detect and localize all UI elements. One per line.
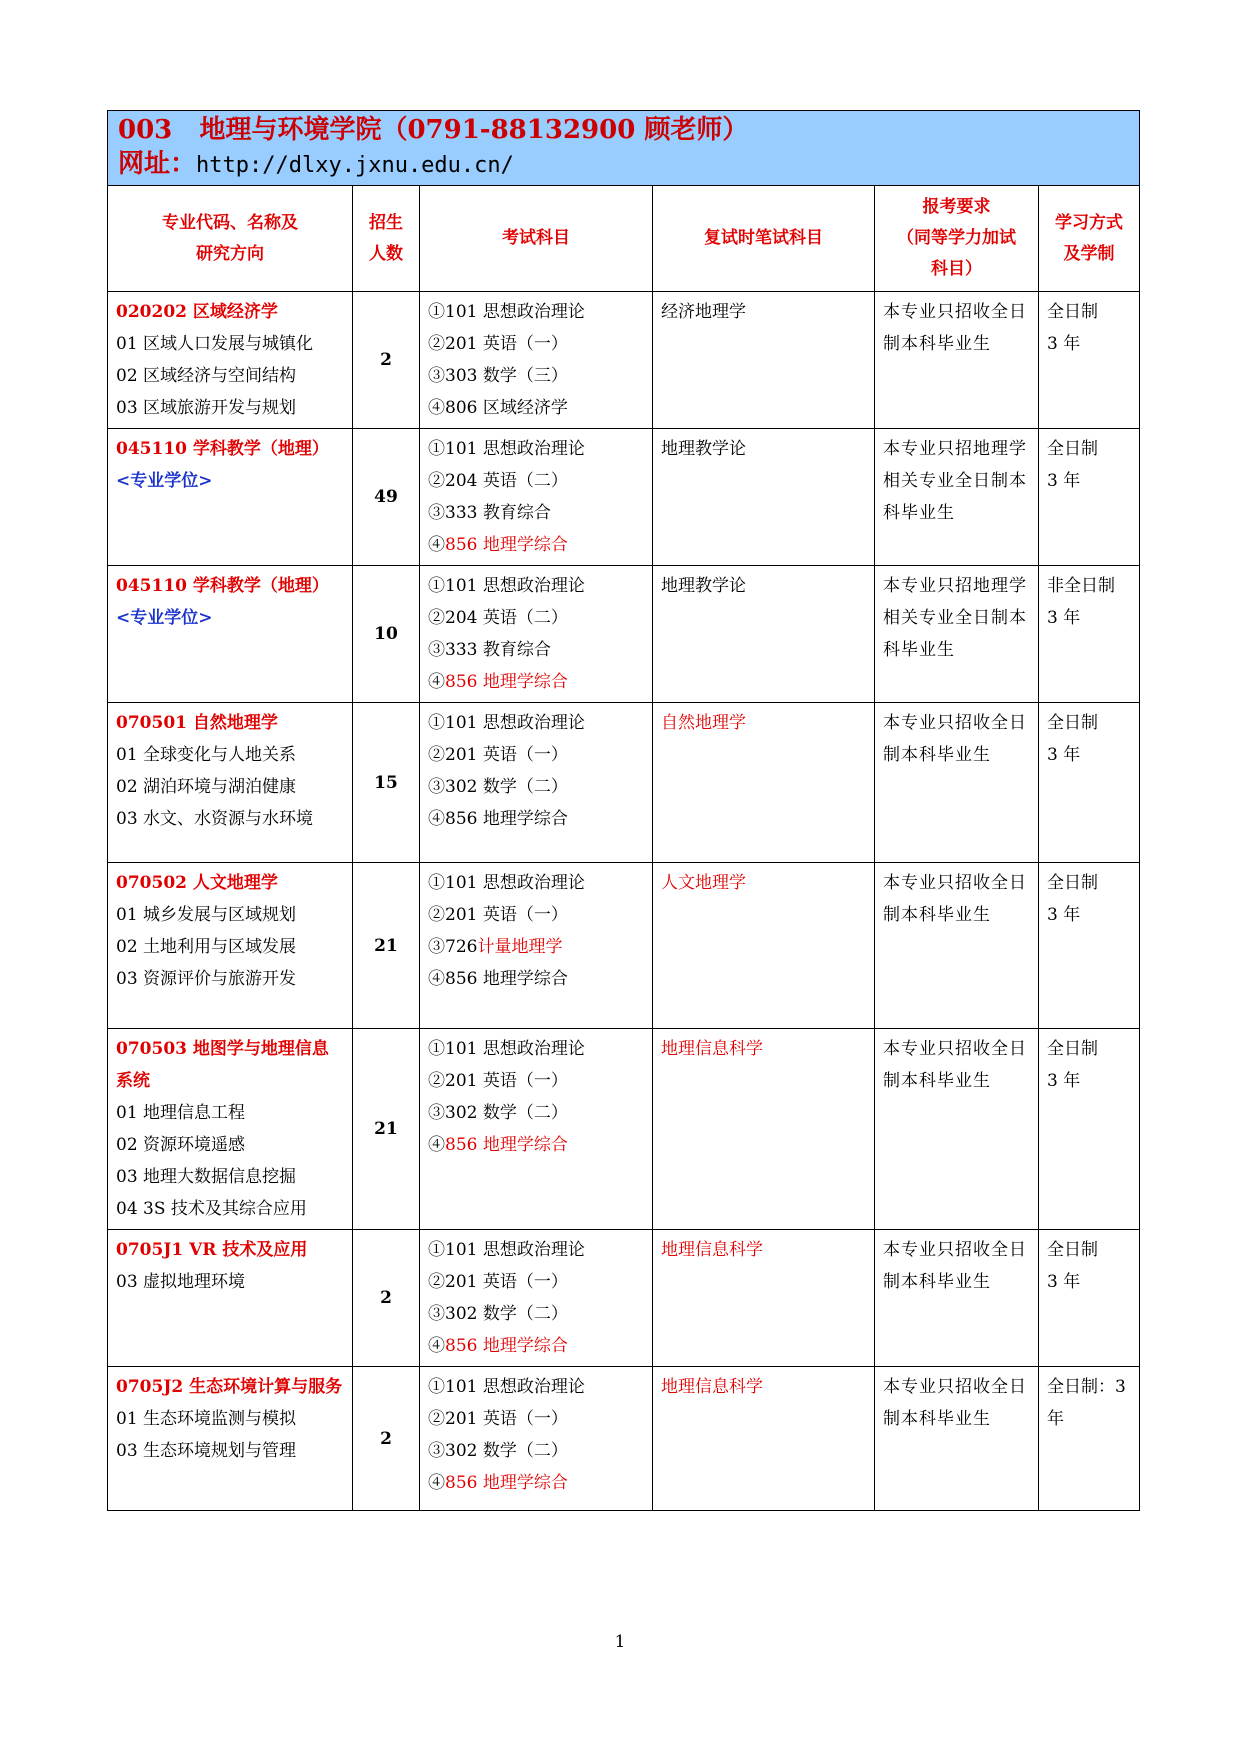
retest-cell: 地理信息科学 <box>653 1367 875 1511</box>
quota-cell: 2 <box>353 1230 420 1367</box>
program-title: 045110 学科教学（地理） <box>116 439 329 459</box>
program-cell <box>108 863 353 1029</box>
mode-cell <box>1039 292 1140 429</box>
retest-cell: 地理教学论 <box>653 429 875 566</box>
table-row <box>108 1230 1140 1367</box>
research-direction: 03 水文、水资源与水环境 <box>116 809 314 829</box>
study-duration: 3 年 <box>1047 1071 1081 1091</box>
program-cell <box>108 429 353 566</box>
exam-subject: ②201 英语（一） <box>428 1272 568 1292</box>
exam-subject: ④856 地理学综合 <box>428 809 568 829</box>
exam-subject: ②201 英语（一） <box>428 745 568 765</box>
table-row <box>108 863 1140 1029</box>
col-header-requirement-line3: 科目） <box>931 259 982 279</box>
research-direction: 01 城乡发展与区域规划 <box>116 905 297 925</box>
exam-cell <box>420 703 653 863</box>
exam-subject: ②204 英语（二） <box>428 608 568 628</box>
col-header-quota-line2: 人数 <box>369 243 403 264</box>
exam-subject: ②201 英语（一） <box>428 334 568 354</box>
program-cell <box>108 703 353 863</box>
mode-cell <box>1039 566 1140 703</box>
study-mode: 全日制 <box>1047 302 1098 322</box>
exam-subject: ③302 数学（二） <box>428 1103 568 1123</box>
exam-cell <box>420 863 653 1029</box>
quota-cell: 49 <box>353 429 420 566</box>
col-header-mode-line1: 学习方式 <box>1055 212 1123 233</box>
exam-subject: ③333 教育综合 <box>428 503 551 523</box>
mode-cell <box>1039 1367 1140 1511</box>
exam-subject: ③302 数学（二） <box>428 777 568 797</box>
col-header-program <box>108 186 353 292</box>
exam-subject: ①101 思想政治理论 <box>428 1039 585 1059</box>
research-direction: 03 资源评价与旅游开发 <box>116 969 297 989</box>
study-duration: 3 年 <box>1047 745 1081 765</box>
requirement-cell: 本专业只招收全日制本科毕业生 <box>875 703 1039 863</box>
exam-subject-number: ③726 <box>428 937 478 957</box>
research-direction: 03 生态环境规划与管理 <box>116 1441 297 1461</box>
department-header-row <box>108 111 1140 186</box>
mode-cell <box>1039 1029 1140 1230</box>
exam-subject: ③302 数学（二） <box>428 1304 568 1324</box>
study-mode: 非全日制 <box>1047 576 1115 596</box>
exam-subject: ①101 思想政治理论 <box>428 713 585 733</box>
exam-subject: ①101 思想政治理论 <box>428 1240 585 1260</box>
col-header-program-line1: 专业代码、名称及 <box>162 212 298 233</box>
mode-cell <box>1039 1230 1140 1367</box>
exam-subject <box>428 1330 644 1362</box>
research-direction: 01 全球变化与人地关系 <box>116 745 297 765</box>
exam-subject: ④806 区域经济学 <box>428 398 568 418</box>
research-direction: 03 虚拟地理环境 <box>116 1272 246 1292</box>
exam-subject: ③303 数学（三） <box>428 366 568 386</box>
col-header-exam: 考试科目 <box>420 186 653 292</box>
col-header-mode <box>1039 186 1140 292</box>
col-header-requirement <box>875 186 1039 292</box>
retest-cell: 地理教学论 <box>653 566 875 703</box>
exam-subject: ③333 教育综合 <box>428 640 551 660</box>
program-title: 020202 区域经济学 <box>116 302 278 322</box>
study-duration: 3 年 <box>1047 608 1081 628</box>
exam-subject-highlight: 计量地理学 <box>477 937 563 957</box>
exam-subject <box>428 1129 644 1161</box>
exam-subject <box>428 931 644 963</box>
table-row <box>108 429 1140 566</box>
department-name: 地理与环境学院（0791-88132900 顾老师） <box>199 115 749 145</box>
col-header-quota-line1: 招生 <box>369 212 403 233</box>
exam-subject: ②201 英语（一） <box>428 905 568 925</box>
admissions-table <box>107 110 1140 1511</box>
exam-subject-number: ④ <box>428 535 445 555</box>
exam-subject-number: ④ <box>428 672 445 692</box>
degree-type-badge: <专业学位> <box>116 608 213 628</box>
quota-cell: 2 <box>353 1367 420 1511</box>
col-header-program-line2: 研究方向 <box>196 243 264 264</box>
exam-subject <box>428 529 644 561</box>
exam-subject-highlight: 856 地理学综合 <box>445 672 568 692</box>
program-title: 070501 自然地理学 <box>116 713 278 733</box>
column-header-row <box>108 186 1140 292</box>
program-cell <box>108 1230 353 1367</box>
retest-cell: 地理信息科学 <box>653 1230 875 1367</box>
study-mode: 全日制 <box>1047 713 1098 733</box>
mode-cell <box>1039 703 1140 863</box>
col-header-quota <box>353 186 420 292</box>
quota-cell: 15 <box>353 703 420 863</box>
department-url-line <box>118 147 1129 183</box>
study-mode: 全日制 <box>1047 1240 1098 1260</box>
program-title: 0705J1 VR 技术及应用 <box>116 1240 308 1260</box>
retest-cell: 自然地理学 <box>653 703 875 863</box>
col-header-retest: 复试时笔试科目 <box>653 186 875 292</box>
table-row <box>108 1029 1140 1230</box>
requirement-cell: 本专业只招收全日制本科毕业生 <box>875 1029 1039 1230</box>
study-mode: 全日制：3 <box>1047 1377 1126 1397</box>
exam-subject-number: ④ <box>428 1473 445 1493</box>
exam-subject: ②204 英语（二） <box>428 471 568 491</box>
exam-subject: ②201 英语（一） <box>428 1071 568 1091</box>
requirement-cell: 本专业只招收全日制本科毕业生 <box>875 1367 1039 1511</box>
study-duration: 3 年 <box>1047 1272 1081 1292</box>
degree-type-badge: <专业学位> <box>116 471 213 491</box>
research-direction: 02 区域经济与空间结构 <box>116 366 297 386</box>
requirement-cell: 本专业只招收全日制本科毕业生 <box>875 292 1039 429</box>
department-url[interactable]: http://dlxy.jxnu.edu.cn/ <box>196 153 514 178</box>
department-header <box>108 111 1140 186</box>
research-direction: 02 资源环境遥感 <box>116 1135 246 1155</box>
table-row <box>108 566 1140 703</box>
exam-subject: ①101 思想政治理论 <box>428 439 585 459</box>
requirement-cell: 本专业只招地理学相关专业全日制本科毕业生 <box>875 566 1039 703</box>
page-number: 1 <box>614 1632 626 1652</box>
program-title: 070502 人文地理学 <box>116 873 278 893</box>
research-direction: 01 区域人口发展与城镇化 <box>116 334 314 354</box>
exam-subject: ①101 思想政治理论 <box>428 1377 585 1397</box>
department-title <box>118 113 1129 147</box>
retest-cell: 人文地理学 <box>653 863 875 1029</box>
quota-cell: 2 <box>353 292 420 429</box>
exam-subject-number: ④ <box>428 1135 445 1155</box>
exam-subject-highlight: 856 地理学综合 <box>445 1473 568 1493</box>
research-direction: 01 地理信息工程 <box>116 1103 246 1123</box>
exam-cell <box>420 1029 653 1230</box>
retest-cell: 地理信息科学 <box>653 1029 875 1230</box>
col-header-mode-line2: 及学制 <box>1063 243 1115 264</box>
research-direction: 03 区域旅游开发与规划 <box>116 398 297 418</box>
requirement-cell: 本专业只招地理学相关专业全日制本科毕业生 <box>875 429 1039 566</box>
exam-cell <box>420 1367 653 1511</box>
exam-cell <box>420 566 653 703</box>
research-direction: 01 生态环境监测与模拟 <box>116 1409 297 1429</box>
quota-cell: 10 <box>353 566 420 703</box>
url-label: 网址： <box>118 149 197 179</box>
exam-subject: ④856 地理学综合 <box>428 969 568 989</box>
study-mode: 全日制 <box>1047 1039 1098 1059</box>
study-duration: 年 <box>1047 1409 1064 1429</box>
table-row <box>108 1367 1140 1511</box>
program-cell <box>108 566 353 703</box>
exam-cell <box>420 429 653 566</box>
exam-subject: ②201 英语（一） <box>428 1409 568 1429</box>
requirement-cell: 本专业只招收全日制本科毕业生 <box>875 1230 1039 1367</box>
exam-subject: ①101 思想政治理论 <box>428 873 585 893</box>
research-direction: 02 湖泊环境与湖泊健康 <box>116 777 297 797</box>
exam-subject: ③302 数学（二） <box>428 1441 568 1461</box>
program-title: 070503 地图学与地理信息系统 <box>116 1039 329 1091</box>
table-row <box>108 703 1140 863</box>
study-mode: 全日制 <box>1047 439 1098 459</box>
exam-subject <box>428 1467 644 1499</box>
exam-cell <box>420 292 653 429</box>
quota-cell: 21 <box>353 863 420 1029</box>
program-title: 045110 学科教学（地理） <box>116 576 329 596</box>
program-cell <box>108 1029 353 1230</box>
study-duration: 3 年 <box>1047 905 1081 925</box>
quota-cell: 21 <box>353 1029 420 1230</box>
mode-cell <box>1039 863 1140 1029</box>
research-direction: 02 土地利用与区域发展 <box>116 937 297 957</box>
research-direction: 03 地理大数据信息挖掘 <box>116 1167 297 1187</box>
exam-subject: ①101 思想政治理论 <box>428 302 585 322</box>
program-cell <box>108 1367 353 1511</box>
research-direction: 04 3S 技术及其综合应用 <box>116 1199 307 1219</box>
exam-subject: ①101 思想政治理论 <box>428 576 585 596</box>
study-duration: 3 年 <box>1047 471 1081 491</box>
exam-subject-highlight: 856 地理学综合 <box>445 1336 568 1356</box>
retest-cell: 经济地理学 <box>653 292 875 429</box>
exam-cell <box>420 1230 653 1367</box>
program-cell <box>108 292 353 429</box>
exam-subject <box>428 666 644 698</box>
col-header-requirement-line2: （同等学力加试 <box>897 228 1016 248</box>
program-title: 0705J2 生态环境计算与服务 <box>116 1377 343 1397</box>
table-row <box>108 292 1140 429</box>
mode-cell <box>1039 429 1140 566</box>
study-duration: 3 年 <box>1047 334 1081 354</box>
study-mode: 全日制 <box>1047 873 1098 893</box>
department-code: 003 <box>118 115 173 145</box>
requirement-cell: 本专业只招收全日制本科毕业生 <box>875 863 1039 1029</box>
exam-subject-number: ④ <box>428 1336 445 1356</box>
exam-subject-highlight: 856 地理学综合 <box>445 535 568 555</box>
exam-subject-highlight: 856 地理学综合 <box>445 1135 568 1155</box>
col-header-requirement-line1: 报考要求 <box>922 197 991 217</box>
